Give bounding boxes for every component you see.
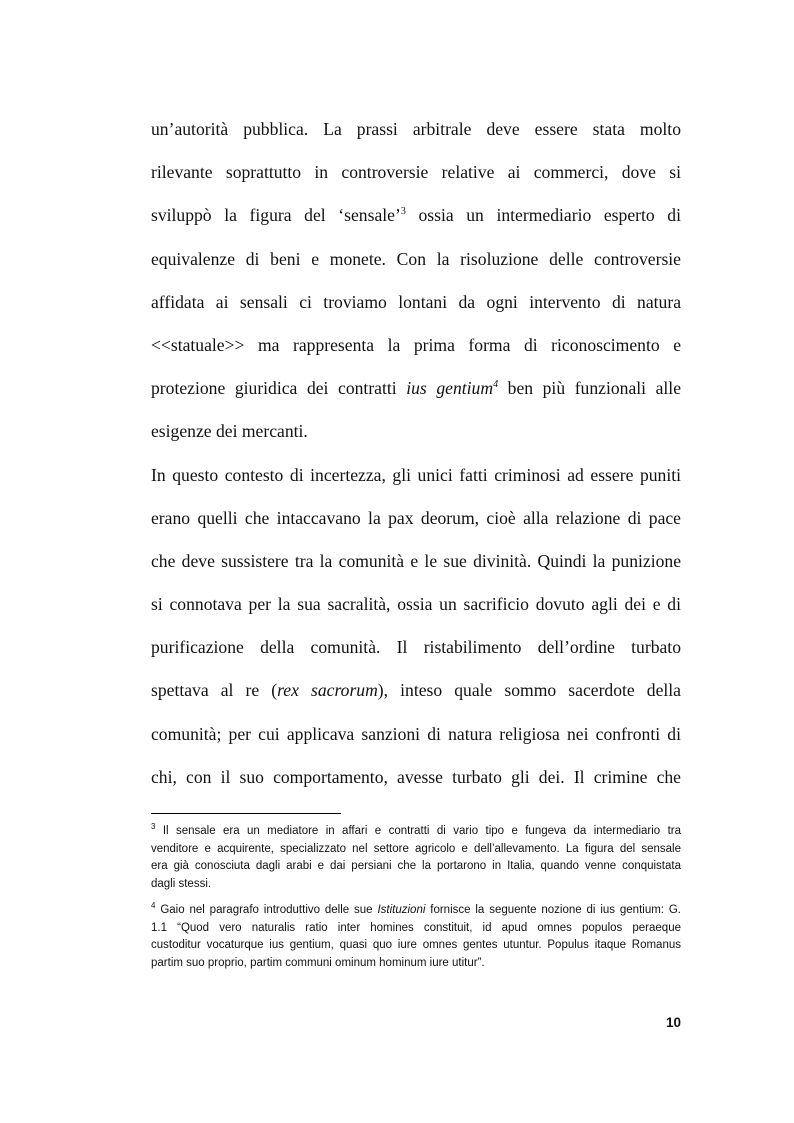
text-segment: purificazione della comunità. Il ristabilimento dell’ordine turbato xyxy=(151,637,681,658)
footnote-line xyxy=(151,876,681,894)
text-line xyxy=(151,454,681,497)
text-line xyxy=(151,756,681,799)
text-segment: ossia un intermediario esperto di xyxy=(405,205,681,226)
footnote-text: venditore e acquirente, specializzato nel settore agricolo e dell’allevamento. La figura del sensale xyxy=(151,842,681,855)
body-text xyxy=(151,108,681,799)
text-segment: protezione giuridica dei contratti xyxy=(151,378,407,399)
text-segment: ben più funzionali alle xyxy=(498,378,682,399)
text-segment: affidata ai sensali ci troviamo lontani da ogni intervento di natura xyxy=(151,291,681,312)
text-line xyxy=(151,626,681,669)
footnote-reference-4[interactable]: 4 xyxy=(493,379,499,391)
text-line xyxy=(151,669,681,712)
footnote-line xyxy=(151,920,681,938)
footnote-3 xyxy=(151,823,681,893)
text-segment: comunità; per cui applicava sanzioni di natura religiosa nei confronti di xyxy=(151,723,681,744)
text-segment: chi, con il suo comportamento, avesse turbato gli dei. Il crimine che xyxy=(151,766,681,787)
text-line xyxy=(151,497,681,540)
text-line xyxy=(151,410,681,453)
footnote-line xyxy=(151,858,681,876)
text-segment: si connotava per la sua sacralità, ossia un sacrificio dovuto agli dei e di xyxy=(151,594,681,615)
footnote-line xyxy=(151,955,681,973)
footnote-text: Il sensale era un mediatore in affari e contratti di vario tipo e fungeva da intermediario tra xyxy=(155,825,681,837)
text-line xyxy=(151,583,681,626)
text-line xyxy=(151,108,681,151)
footnote-text: custoditur vocaturque ius gentium, quasi quo iure omnes gentes utuntur. Populus itaque Romanus xyxy=(151,939,681,951)
text-segment: erano quelli che intaccavano la pax deorum, cioè alla relazione di pace xyxy=(151,507,681,528)
footnote-line xyxy=(151,823,681,841)
text-segment: che deve sussistere tra la comunità e le sue divinità. Quindi la punizione xyxy=(151,550,681,571)
footnote-4 xyxy=(151,902,681,972)
text-segment: <<statuale>> ma rappresenta la prima forma di riconoscimento e xyxy=(151,334,681,355)
footnote-text: Gaio nel paragrafo introduttivo delle sue xyxy=(155,904,378,916)
footnote-reference-3[interactable]: 3 xyxy=(400,206,406,218)
italic-term: ius gentium xyxy=(406,378,494,399)
text-segment: rilevante soprattutto in controversie relative ai commerci, dove si xyxy=(151,162,681,183)
footnote-text: fornisce la seguente nozione di ius gentium: G. xyxy=(425,904,682,916)
text-segment: sviluppò la figura del ‘sensale’ xyxy=(151,205,401,226)
text-line xyxy=(151,281,681,324)
text-segment: In questo contesto di incertezza, gli unici fatti criminosi ad essere puniti xyxy=(151,464,681,485)
footnote-text: dagli stessi. xyxy=(151,877,212,890)
text-line xyxy=(151,151,681,194)
text-segment: equivalenze di beni e monete. Con la risoluzione delle controversie xyxy=(151,248,681,269)
text-line xyxy=(151,540,681,583)
footnote-separator xyxy=(151,813,341,814)
footnotes xyxy=(151,823,681,981)
footnote-line xyxy=(151,902,681,920)
text-segment: ), inteso quale sommo sacerdote della xyxy=(377,680,681,701)
footnote-number: 3 xyxy=(151,822,156,831)
page-number: 10 xyxy=(665,1015,681,1030)
italic-term: Istituzioni xyxy=(377,904,426,916)
footnote-line xyxy=(151,841,681,859)
text-line xyxy=(151,194,681,237)
footnote-number: 4 xyxy=(151,901,156,910)
text-line xyxy=(151,367,681,410)
italic-term: rex sacrorum xyxy=(277,680,378,701)
text-segment: un’autorità pubblica. La prassi arbitrale deve essere stata molto xyxy=(151,119,681,139)
footnote-text: era già conosciuta dagli arabi e dai persiani che la portarono in Italia, quando venne conquistata xyxy=(151,860,681,872)
text-line xyxy=(151,238,681,281)
footnote-line xyxy=(151,937,681,955)
footnote-text: partim suo proprio, partim communi ominum hominum iure utitur”. xyxy=(151,956,485,969)
text-line xyxy=(151,324,681,367)
footnote-text: 1.1 “Quod vero naturalis ratio inter homines constituit, id apud omnes populos peraeque xyxy=(151,921,681,934)
text-line xyxy=(151,713,681,756)
text-segment: esigenze dei mercanti. xyxy=(151,421,308,442)
text-segment: spettava al re ( xyxy=(151,680,278,701)
